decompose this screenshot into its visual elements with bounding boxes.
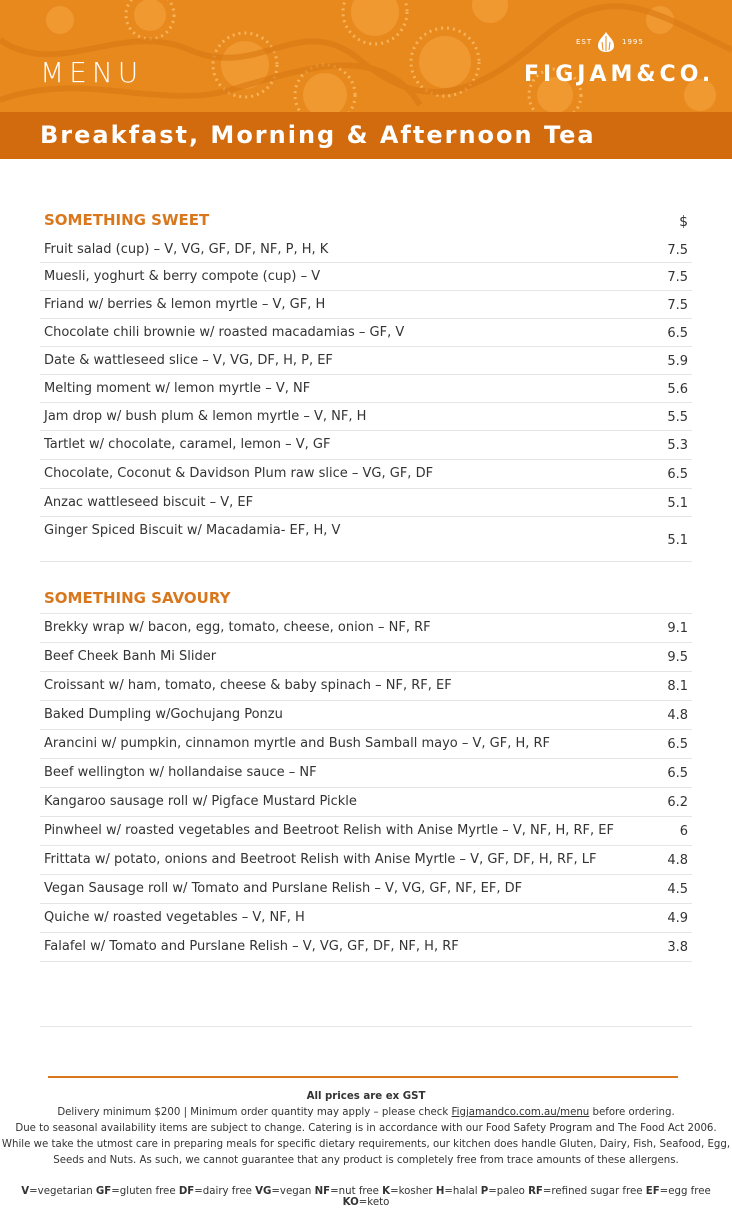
legend-meaning: =gluten free	[111, 1186, 176, 1197]
menu-item-row	[40, 319, 692, 347]
item-price: 5.9	[667, 354, 688, 369]
item-price: 4.9	[667, 911, 688, 926]
legend-code: NF	[314, 1186, 331, 1197]
menu-item-row	[40, 875, 692, 904]
footer-notes	[0, 1089, 732, 1169]
legend-code: KO	[342, 1197, 359, 1208]
item-name: Croissant w/ ham, tomato, cheese & baby spinach – NF, RF, EF	[44, 678, 452, 693]
item-price: 7.5	[667, 298, 688, 313]
item-name: Frittata w/ potato, onions and Beetroot Relish with Anise Myrtle – V, GF, DF, H, RF, LF	[44, 852, 597, 867]
legend-code: V	[21, 1186, 30, 1197]
item-name: Kangaroo sausage roll w/ Pigface Mustard Pickle	[44, 794, 357, 809]
item-price: 4.5	[667, 882, 688, 897]
footer-separator	[40, 1026, 692, 1027]
item-name: Anzac wattleseed biscuit – V, EF	[44, 495, 254, 510]
menu-item-row	[40, 489, 692, 517]
item-name: Arancini w/ pumpkin, cinnamon myrtle and Bush Samball mayo – V, GF, H, RF	[44, 736, 551, 751]
item-name: Melting moment w/ lemon myrtle – V, NF	[44, 381, 311, 396]
item-price: 6.5	[667, 766, 688, 781]
legend-meaning: =kosher	[390, 1186, 433, 1197]
legend-code: EF	[645, 1186, 660, 1197]
item-price: 4.8	[667, 708, 688, 723]
savoury-list	[40, 613, 692, 962]
item-name: Friand w/ berries & lemon myrtle – V, GF, H	[44, 297, 326, 312]
dietary-legend	[0, 1186, 732, 1208]
delivery-text-end: before ordering.	[589, 1107, 675, 1118]
item-price: 9.5	[667, 650, 688, 665]
item-name: Jam drop w/ bush plum & lemon myrtle – V, NF, H	[44, 409, 367, 424]
menu-item-row	[40, 347, 692, 375]
item-price: 5.5	[667, 410, 688, 425]
legend-code: H	[435, 1186, 445, 1197]
menu-item-row	[40, 431, 692, 460]
legend-meaning: =halal	[444, 1186, 478, 1197]
item-name: Ginger Spiced Biscuit w/ Macadamia- EF, H, V	[44, 523, 341, 538]
menu-item-row	[40, 236, 692, 263]
menu-item-row	[40, 701, 692, 730]
item-price: 7.5	[667, 243, 688, 258]
legend-meaning: =dairy free	[194, 1186, 252, 1197]
menu-item-row	[40, 614, 692, 643]
menu-item-row	[40, 904, 692, 933]
footer-divider	[48, 1076, 678, 1078]
menu-item-row	[40, 291, 692, 319]
legend-code: GF	[95, 1186, 112, 1197]
page-title: Breakfast, Morning & Afternoon Tea	[40, 121, 596, 149]
menu-item-row	[40, 846, 692, 875]
item-name: Date & wattleseed slice – V, VG, DF, H, P, EF	[44, 353, 333, 368]
item-name: Muesli, yoghurt & berry compote (cup) – V	[44, 269, 321, 284]
title-bar	[0, 112, 732, 159]
menu-item-row	[40, 730, 692, 759]
item-name: Pinwheel w/ roasted vegetables and Beetroot Relish with Anise Myrtle – V, NF, H, RF, EF	[44, 823, 614, 838]
item-name: Fruit salad (cup) – V, VG, GF, DF, NF, P, H, K	[44, 242, 329, 257]
header-banner	[0, 0, 732, 112]
item-name: Chocolate, Coconut & Davidson Plum raw slice – VG, GF, DF	[44, 466, 434, 481]
delivery-note	[0, 1105, 732, 1121]
legend-code: P	[480, 1186, 489, 1197]
menu-item-row	[40, 517, 692, 562]
sweet-heading: SOMETHING SWEET	[44, 211, 210, 229]
item-price: 6.2	[667, 795, 688, 810]
menu-item-row	[40, 263, 692, 291]
item-price: 6.5	[667, 326, 688, 341]
item-price: 9.1	[667, 621, 688, 636]
item-price: 6	[679, 824, 688, 839]
item-name: Chocolate chili brownie w/ roasted macadamias – GF, V	[44, 325, 405, 340]
item-price: 6.5	[667, 737, 688, 752]
item-price: 5.1	[667, 533, 688, 548]
legend-meaning: =keto	[358, 1197, 390, 1208]
legend-meaning: =paleo	[488, 1186, 525, 1197]
legend-meaning: =nut free	[330, 1186, 379, 1197]
item-name: Falafel w/ Tomato and Purslane Relish – V, VG, GF, DF, NF, H, RF	[44, 939, 459, 954]
allergen-note-2: Seeds and Nuts. As such, we cannot guarantee that any product is completely free from trace amounts of these allergens.	[53, 1155, 679, 1166]
menu-link[interactable]: Figjamandco.com.au/menu	[451, 1107, 590, 1118]
item-name: Beef Cheek Banh Mi Slider	[44, 649, 217, 664]
legend-code: RF	[528, 1186, 543, 1197]
garlic-logo-icon	[594, 30, 618, 54]
menu-item-row	[40, 672, 692, 701]
legend-meaning: =refined sugar free	[542, 1186, 643, 1197]
gst-note: All prices are ex GST	[306, 1091, 426, 1102]
legend-meaning: =vegetarian	[29, 1186, 93, 1197]
item-price: 4.8	[667, 853, 688, 868]
menu-word: MENU	[40, 56, 144, 89]
legend-code: VG	[255, 1186, 272, 1197]
legend-code: K	[382, 1186, 391, 1197]
legend-code: DF	[178, 1186, 195, 1197]
menu-item-row	[40, 375, 692, 403]
item-name: Tartlet w/ chocolate, caramel, lemon – V, GF	[44, 437, 331, 452]
legend-meaning: =egg free	[659, 1186, 711, 1197]
figjam-logo	[524, 30, 715, 90]
item-name: Baked Dumpling w/Gochujang Ponzu	[44, 707, 283, 722]
menu-item-row	[40, 788, 692, 817]
item-name: Brekky wrap w/ bacon, egg, tomato, cheese, onion – NF, RF	[44, 620, 431, 635]
item-price: 5.6	[667, 382, 688, 397]
menu-item-row	[40, 643, 692, 672]
savoury-heading: SOMETHING SAVOURY	[44, 589, 231, 607]
item-name: Vegan Sausage roll w/ Tomato and Purslane Relish – V, VG, GF, NF, EF, DF	[44, 881, 523, 896]
seasonal-note: Due to seasonal availability items are subject to change. Catering is in accordance with our Food Safety Program and The Food Act 2006.	[15, 1123, 717, 1134]
menu-item-row	[40, 403, 692, 431]
currency-label: $	[679, 214, 688, 230]
menu-item-row	[40, 759, 692, 788]
sweet-list	[40, 236, 692, 562]
menu-item-row	[40, 817, 692, 846]
item-price: 3.8	[667, 940, 688, 955]
item-price: 5.3	[667, 438, 688, 453]
menu-item-row	[40, 933, 692, 962]
item-price: 7.5	[667, 270, 688, 285]
logo-est: EST	[576, 38, 593, 46]
item-name: Beef wellington w/ hollandaise sauce – NF	[44, 765, 317, 780]
legend-meaning: =vegan	[271, 1186, 312, 1197]
item-name: Quiche w/ roasted vegetables – V, NF, H	[44, 910, 305, 925]
delivery-text: Delivery minimum $200 | Minimum order quantity may apply – please check	[57, 1107, 452, 1118]
allergen-note: While we take the utmost care in preparing meals for specific dietary requirements, our kitchen does handle Gluten, Dairy, Fish, Seafood, Egg,	[1, 1139, 731, 1150]
menu-item-row	[40, 460, 692, 489]
logo-year: 1995	[622, 38, 644, 46]
logo-name: FIGJAM&CO.	[524, 62, 715, 87]
item-price: 5.1	[667, 496, 688, 511]
item-price: 8.1	[667, 679, 688, 694]
item-price: 6.5	[667, 467, 688, 482]
